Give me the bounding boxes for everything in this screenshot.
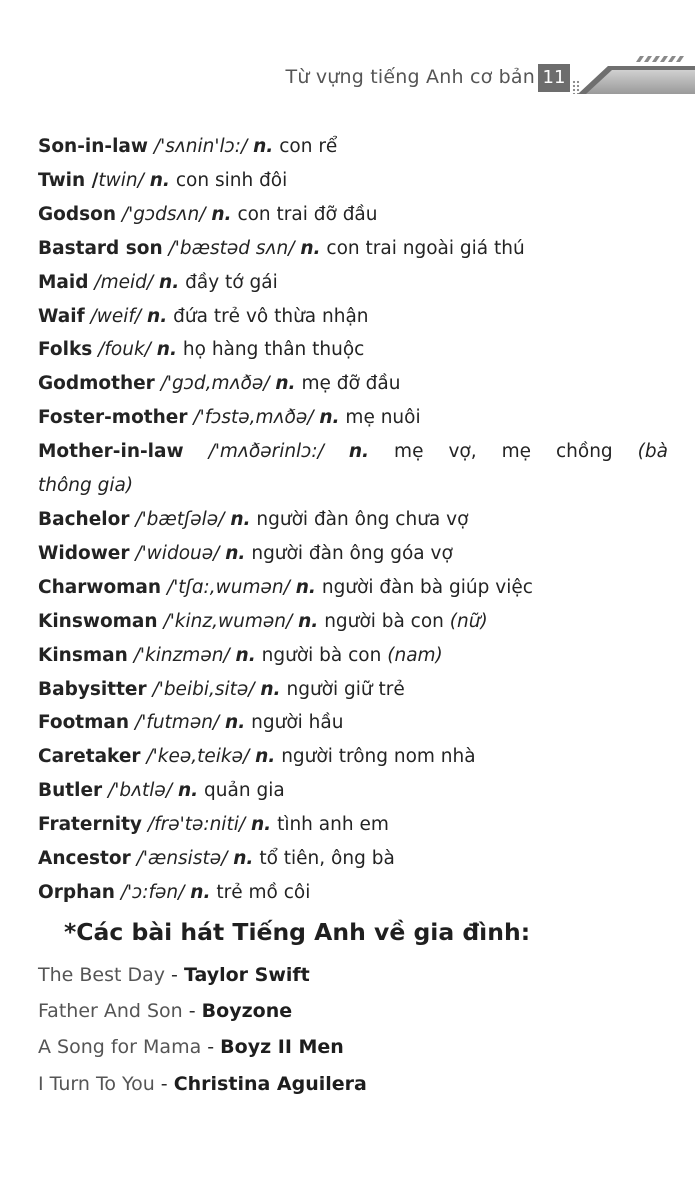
song-artist: Boyzone: [201, 1000, 293, 1023]
entry-meaning: tình anh em: [277, 814, 389, 836]
entry-pos: n.: [298, 610, 319, 632]
entry-bachelor: [38, 503, 668, 537]
entry-word: Orphan: [38, 881, 115, 903]
entry-meaning: người bà con: [261, 644, 382, 666]
entry-ipa: /weif/: [90, 305, 142, 327]
entry-fraternity: [38, 808, 668, 842]
entry-godmother: [38, 367, 668, 401]
page-number: 11: [538, 64, 570, 92]
entry-babysitter: [38, 673, 668, 707]
entry-note: (bà: [637, 441, 668, 463]
entry-bastard-son: [38, 232, 668, 266]
entry-meaning: mẹ nuôi: [345, 407, 421, 429]
entry-ipa: /'gɔd,mʌðə/: [160, 373, 270, 395]
entry-folks: [38, 333, 668, 367]
song-title: Father And Son: [38, 1000, 183, 1023]
entry-pos: n.: [348, 441, 370, 463]
entry-pos: n.: [295, 576, 316, 598]
song-title: I Turn To You: [38, 1072, 155, 1095]
song-artist: Taylor Swift: [183, 964, 310, 986]
entry-pos: n.: [300, 237, 321, 259]
entry-pos: n.: [156, 339, 177, 361]
page-header: [0, 62, 695, 102]
song-list: [38, 957, 367, 1102]
entry-pos: n.: [235, 644, 256, 666]
entry-note-continuation: thông gia): [38, 475, 134, 497]
entry-note: (nữ): [449, 610, 488, 632]
entry-word: Maid: [38, 271, 89, 293]
entry-pos: n.: [230, 508, 251, 530]
entry-ipa: /'fɔstə,mʌðə/: [193, 407, 314, 429]
song-title: A Song for Mama: [38, 1036, 202, 1059]
entry-pos: n.: [253, 136, 274, 157]
entry-ipa: /'beibi,sitə/: [152, 678, 255, 700]
song-item: The Best Day - Taylor Swift: [38, 964, 310, 986]
entry-ipa: /'bætʃələ/: [135, 508, 225, 530]
entry-word: Kinsman: [38, 644, 128, 666]
entry-ipa: /'bæstəd sʌn/: [168, 237, 295, 259]
entry-pos: n.: [319, 407, 340, 429]
entry-maid: [38, 266, 668, 300]
entry-word: Mother-in-law: [38, 441, 184, 463]
entry-pos: n.: [147, 305, 168, 327]
header-stripe-decoration: [578, 54, 695, 102]
entry-ipa: /'gɔdsʌn/: [121, 203, 206, 225]
entry-ipa: /meid/: [94, 271, 154, 293]
entry-pos: n.: [275, 373, 296, 395]
entry-pos: n.: [225, 542, 246, 564]
entry-meaning: mẹ đỡ đầu: [301, 373, 401, 395]
entry-meaning: con trai đỡ đầu: [237, 203, 378, 225]
entry-meaning: người giữ trẻ: [286, 678, 405, 700]
entry-ipa: /'tʃɑ:,wumən/: [166, 576, 290, 598]
entry-godson: [38, 198, 668, 232]
entry-pos: n.: [177, 780, 199, 802]
entry-pos: n.: [211, 203, 232, 225]
entry-word: Charwoman: [38, 576, 162, 598]
song-title: The Best Day: [38, 964, 166, 986]
entry-charwoman: [38, 571, 668, 605]
vocabulary-list: [38, 130, 668, 910]
entry-pos: n.: [225, 712, 246, 734]
entry-ipa: /'ɔ:fən/: [120, 881, 185, 903]
song-item: I Turn To You - Christina Aguilera: [38, 1072, 367, 1095]
entry-word: Godson: [38, 203, 117, 225]
entry-twin: [38, 164, 668, 198]
entry-ipa: /'mʌðərinlɔ:/: [208, 441, 324, 463]
entry-ipa: /'keə,teikə/: [146, 746, 250, 768]
entry-word: Ancestor: [38, 848, 131, 870]
entry-pos: n.: [159, 271, 180, 293]
song-artist: Boyz II Men: [220, 1036, 344, 1059]
entry-meaning: người đàn ông góa vợ: [251, 542, 453, 564]
song-item: Father And Son - Boyzone: [38, 1000, 293, 1023]
entry-word: Footman: [38, 712, 130, 734]
entry-meaning: con sinh đôi: [175, 169, 288, 191]
entry-kinswoman: [38, 605, 668, 639]
entry-ipa: /'sʌnin'lɔ:/: [153, 136, 248, 157]
entry-pos: n.: [190, 881, 211, 903]
entry-word: Bastard son: [38, 237, 163, 259]
entry-ipa: /frə'tə:niti/: [147, 814, 246, 836]
songs-heading: *Các bài hát Tiếng Anh về gia đình:: [64, 918, 531, 946]
entry-foster-mother: [38, 401, 668, 435]
song-artist: Christina Aguilera: [173, 1072, 367, 1095]
entry-waif: [38, 300, 668, 334]
entry-ipa: /'widouə/: [135, 542, 220, 564]
entry-ancestor: [38, 842, 668, 876]
entry-meaning: trẻ mồ côi: [216, 881, 311, 903]
running-title: Từ vựng tiếng Anh cơ bản: [285, 66, 535, 88]
entry-word: Foster-mother: [38, 407, 188, 429]
entry-meaning: người hầu: [251, 712, 344, 734]
entry-meaning: đầy tớ gái: [185, 271, 278, 293]
entry-ipa: /'bʌtlə/: [108, 780, 173, 802]
entry-mother-in-law: [38, 435, 668, 469]
entry-ipa: /fouk/: [98, 339, 151, 361]
entry-word: Babysitter: [38, 678, 147, 700]
entry-caretaker: [38, 740, 668, 774]
entry-note: (nam): [387, 644, 443, 666]
song-item: A Song for Mama - Boyz II Men: [38, 1036, 344, 1059]
entry-pos: n.: [255, 746, 276, 768]
entry-word: Kinswoman: [38, 610, 158, 632]
entry-orphan: [38, 876, 668, 910]
entry-word: Godmother: [38, 373, 155, 395]
entry-butler: [38, 774, 668, 808]
entry-pos: n.: [233, 848, 254, 870]
entry-pos: n.: [250, 814, 272, 836]
entry-meaning: đứa trẻ vô thừa nhận: [173, 305, 369, 327]
entry-widower: [38, 537, 668, 571]
entry-word: Bachelor: [38, 508, 130, 530]
entry-ipa: /'ænsistə/: [136, 848, 228, 870]
entry-meaning: người đàn bà giúp việc: [321, 576, 533, 598]
entry-ipa: /'futmən/: [134, 712, 220, 734]
entry-meaning: tổ tiên, ông bà: [259, 848, 395, 870]
entry-ipa: twin/: [98, 169, 144, 191]
entry-word: Folks: [38, 339, 93, 361]
entry-footman: [38, 706, 668, 740]
entry-kinsman: [38, 639, 668, 673]
entry-pos: n.: [260, 678, 281, 700]
entry-meaning: người bà con: [324, 610, 444, 632]
entry-pos: n.: [149, 169, 170, 191]
entry-meaning: mẹ vợ, mẹ chồng: [394, 441, 613, 463]
entry-word: Widower: [38, 542, 130, 564]
entry-word: Son-in-law: [38, 136, 148, 157]
entry-meaning: người đàn ông chưa vợ: [256, 508, 469, 530]
entry-meaning: người trông nom nhà: [281, 746, 476, 768]
entry-meaning: quản gia: [204, 780, 285, 802]
entry-word: Butler: [38, 780, 103, 802]
entry-meaning: con rể: [279, 136, 338, 157]
entry-ipa: /'kinz,wumən/: [163, 610, 293, 632]
entry-meaning: họ hàng thân thuộc: [182, 339, 365, 361]
entry-word: Caretaker: [38, 746, 141, 768]
entry-meaning: con trai ngoài giá thú: [326, 237, 525, 259]
entry-word: Waif: [38, 305, 85, 327]
entry-word: Twin /: [38, 169, 99, 191]
entry-son-in-law: [38, 130, 668, 164]
entry-ipa: /'kinzmən/: [133, 644, 230, 666]
entry-word: Fraternity: [38, 814, 142, 836]
